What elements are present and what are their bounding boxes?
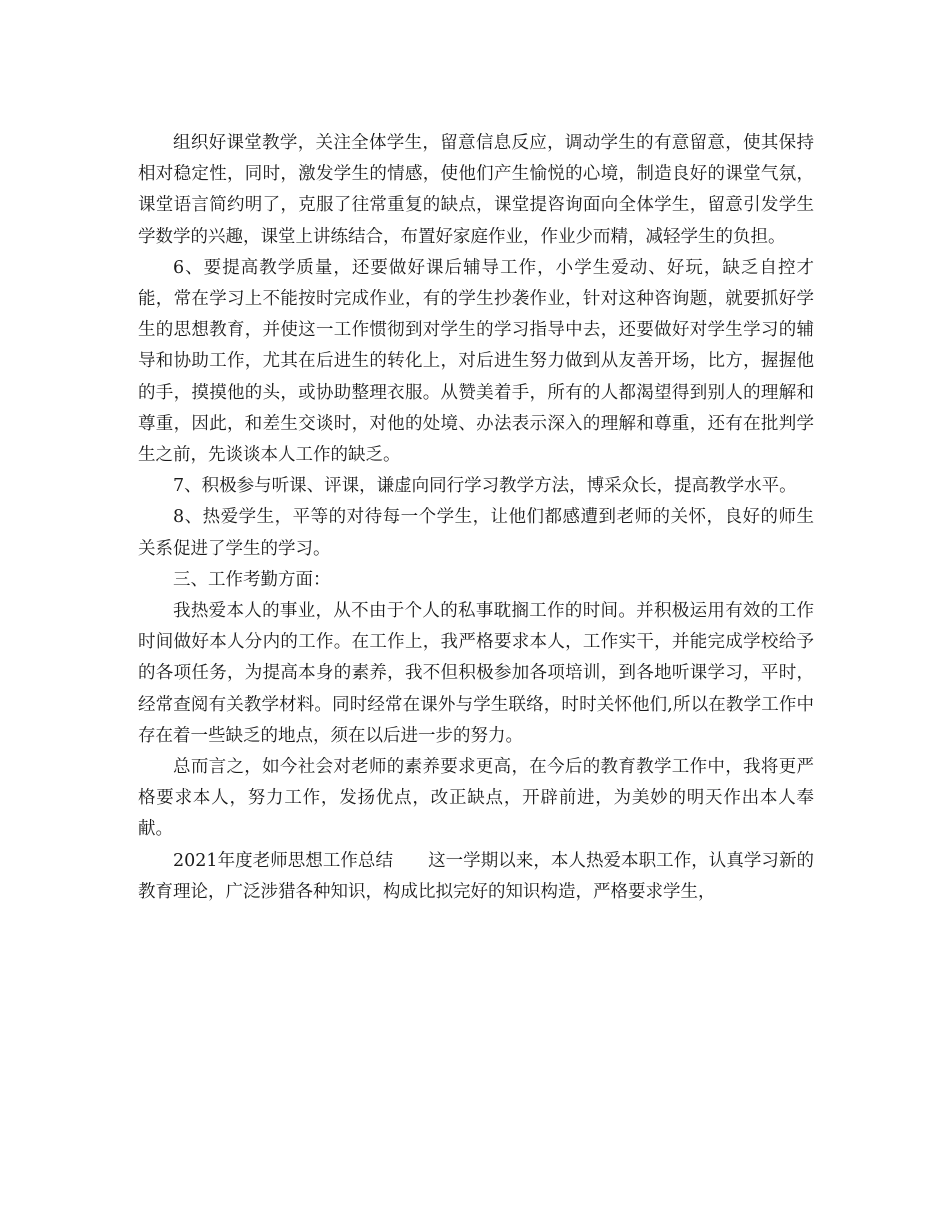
- paragraph-summary-2021: 2021年度老师思想工作总结 这一学期以来，本人热爱本职工作，认真学习新的教育理论，广泛涉猎各种知识，构成比拟完好的知识构造，严格要求学生，: [138, 850, 814, 902]
- paragraph-classroom-teaching: 组织好课堂教学，关注全体学生，留意信息反应，调动学生的有意留意，使其保持相对稳定性，同时，激发学生的情感，使他们产生愉悦的心境，制造良好的课堂气氛，课堂语言简约明了，克服了往常重复的缺点，课堂提咨询面向全体学生，留意引发学生学数学的兴趣，课堂上讲练结合，布置好家庭作业，作业少而精，减轻学生的负担。: [138, 133, 814, 247]
- section-heading-attendance: 三、工作考勤方面：: [173, 569, 331, 590]
- paragraph-attendance: 我热爱本人的事业，从不由于个人的私事耽搁工作的时间。并积极运用有效的工作时间做好本人分内的工作。在工作上，我严格要求本人，工作实干，并能完成学校给予的各项任务，为提高本身的素养，我不但积极参加各项培训，到各地听课学习，平时，经常查阅有关教学材料。同时经常在课外与学生联络，时时关怀他们,所以在教学工作中存在着一些缺乏的地点，须在以后进一步的努力。: [138, 601, 814, 746]
- paragraph-item-8: 8、热爱学生，平等的对待每一个学生，让他们都感遭到老师的关怀，良好的师生关系促进了学生的学习。: [138, 507, 814, 559]
- document-body: [138, 128, 814, 908]
- paragraph-item-7: 7、积极参与听课、评课，谦虚向同行学习教学方法，博采众长，提高教学水平。: [173, 476, 797, 497]
- paragraph-conclusion: 总而言之，如今社会对老师的素养要求更高，在今后的教育教学工作中，我将更严格要求本人，努力工作，发扬优点，改正缺点，开辟前进，为美妙的明天作出本人奉献。: [138, 757, 814, 840]
- paragraph-item-6: 6、要提高教学质量，还要做好课后辅导工作，小学生爱动、好玩，缺乏自控才能，常在学习上不能按时完成作业，有的学生抄袭作业，针对这种咨询题，就要抓好学生的思想教育，并使这一工作惯彻到对学生的学习指导中去，还要做好对学生学习的辅导和协助工作，尤其在后进生的转化上，对后进生努力做到从友善开场，比方，握握他的手，摸摸他的头，或协助整理衣服。从赞美着手，所有的人都渴望得到别人的理解和尊重，因此，和差生交谈时，对他的处境、办法表示深入的理解和尊重，还有在批判学生之前，先谈谈本人工作的缺乏。: [138, 257, 814, 466]
